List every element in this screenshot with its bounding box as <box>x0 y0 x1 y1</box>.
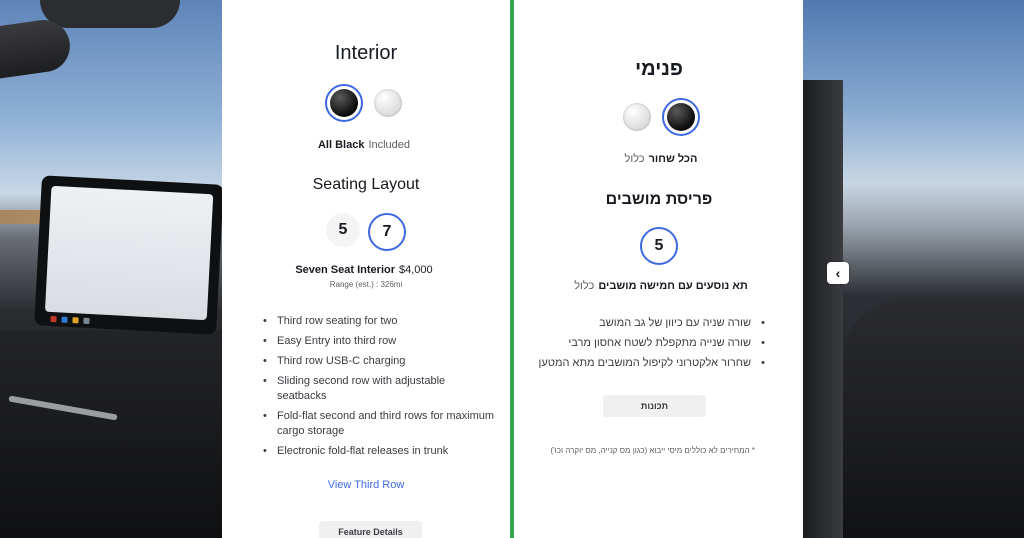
seating-layout-title-he: פריסת מושבים <box>605 191 713 208</box>
seat-option-name: Seven Seat Interior <box>295 264 395 276</box>
interior-color-swatches <box>222 84 510 122</box>
feature-item: • Easy Entry into third row <box>277 334 497 349</box>
feature-item: • Sliding second row with adjustable seatbacks <box>277 374 497 404</box>
touchscreen-display <box>34 175 222 334</box>
feature-item-he: • שורה שנייה מתקפלת לשטח אחסון מרבי <box>531 336 751 351</box>
feature-item: • Electronic fold-flat releases in trunk <box>277 444 497 459</box>
color-price-he: כלול <box>624 153 645 165</box>
selected-seat-label <box>222 264 510 276</box>
feature-list <box>277 314 497 464</box>
view-third-row-link[interactable]: View Third Row <box>327 479 405 491</box>
feature-list-he <box>531 316 751 376</box>
swatch-all-black-he[interactable] <box>662 98 700 136</box>
seating-layout-title: Seating Layout <box>312 176 420 193</box>
interior-color-swatches-he <box>515 98 803 136</box>
feature-item: • Third row USB-C charging <box>277 354 497 369</box>
interior-photo-right <box>803 0 1024 538</box>
seat-options <box>222 213 510 251</box>
rear-seat <box>843 300 1024 538</box>
center-console <box>0 330 222 538</box>
feature-item: • Third row seating for two <box>277 314 497 329</box>
seat-option-price: $4,000 <box>399 264 433 276</box>
swatch-white-he[interactable] <box>618 98 656 136</box>
feature-item-he: • שורה שניה עם כיוון של גב המושב <box>531 316 751 331</box>
color-name: All Black <box>317 139 365 151</box>
feature-details-button[interactable]: Feature Details <box>319 521 422 538</box>
seat-option-price-he: כלול <box>574 280 595 292</box>
selected-seat-label-he <box>515 280 803 292</box>
seat-options-he <box>515 227 803 265</box>
door-pillar <box>803 80 843 538</box>
seat-option-5[interactable]: 5 <box>326 213 360 247</box>
interior-color-label <box>222 139 510 151</box>
seat-option-5-he[interactable]: 5 <box>640 227 678 265</box>
interior-title-he: פנימי <box>635 58 683 80</box>
hebrew-config-panel <box>515 0 803 538</box>
seat-option-7[interactable]: 7 <box>368 213 406 251</box>
range-estimate: Range (est.) : 326mi <box>329 280 403 289</box>
color-price: Included <box>368 139 411 151</box>
seat-option-name-he: תא נוסעים עם חמישה מושבים <box>598 280 748 292</box>
swatch-white[interactable] <box>369 84 407 122</box>
chevron-left-icon[interactable]: ‹ <box>827 262 849 284</box>
sun-visor <box>40 0 180 28</box>
features-button-he[interactable]: תכונות <box>603 395 706 417</box>
color-name-he: הכל שחור <box>648 153 698 165</box>
panel-divider <box>510 0 514 538</box>
price-disclaimer-he: * המחירים לא כוללים מיסי ייבוא (כגון מס קנייה, מס יוקרה וכו') <box>550 446 755 455</box>
english-config-panel <box>222 0 510 538</box>
interior-color-label-he <box>515 153 803 165</box>
feature-item-he: • שחרור אלקטרוני לקיפול המושבים מתא המטען <box>531 356 751 371</box>
swatch-all-black[interactable] <box>325 84 363 122</box>
interior-photo-left <box>0 0 222 538</box>
feature-item: • Fold-flat second and third rows for maximum cargo storage <box>277 409 497 439</box>
interior-title: Interior <box>334 42 398 64</box>
